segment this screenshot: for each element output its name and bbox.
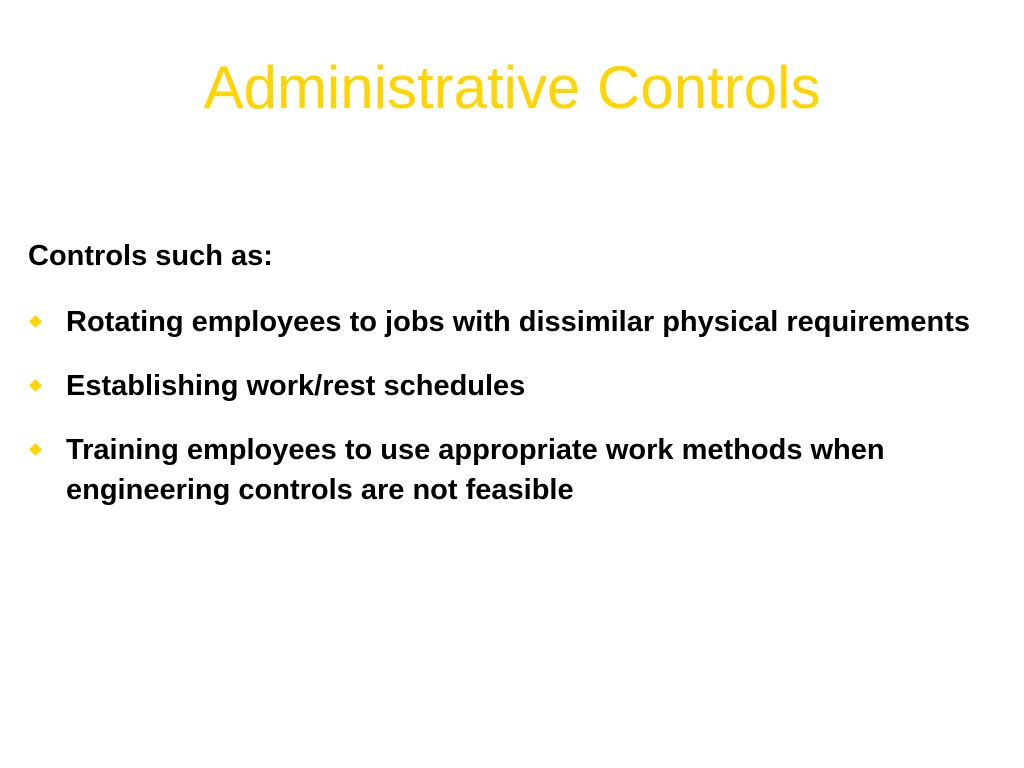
bullet-text: Rotating employees to jobs with dissimilar physical requirements: [66, 306, 971, 338]
diamond-bullet-icon: [29, 379, 42, 392]
diamond-bullet-icon: [29, 315, 42, 328]
intro-text: Controls such as:: [28, 240, 273, 272]
bullet-item: [28, 430, 978, 510]
slide-content: [28, 236, 978, 534]
diamond-bullet-icon: [29, 443, 42, 456]
slide-title: Administrative Controls: [203, 54, 821, 121]
bullet-text: Establishing work/rest schedules: [66, 370, 526, 402]
bullet-list: [28, 302, 978, 510]
bullet-item: [28, 366, 978, 406]
bullet-text: Training employees to use appropriate work methods when engineering controls are not feasible: [66, 434, 885, 506]
bullet-item: [28, 302, 978, 342]
